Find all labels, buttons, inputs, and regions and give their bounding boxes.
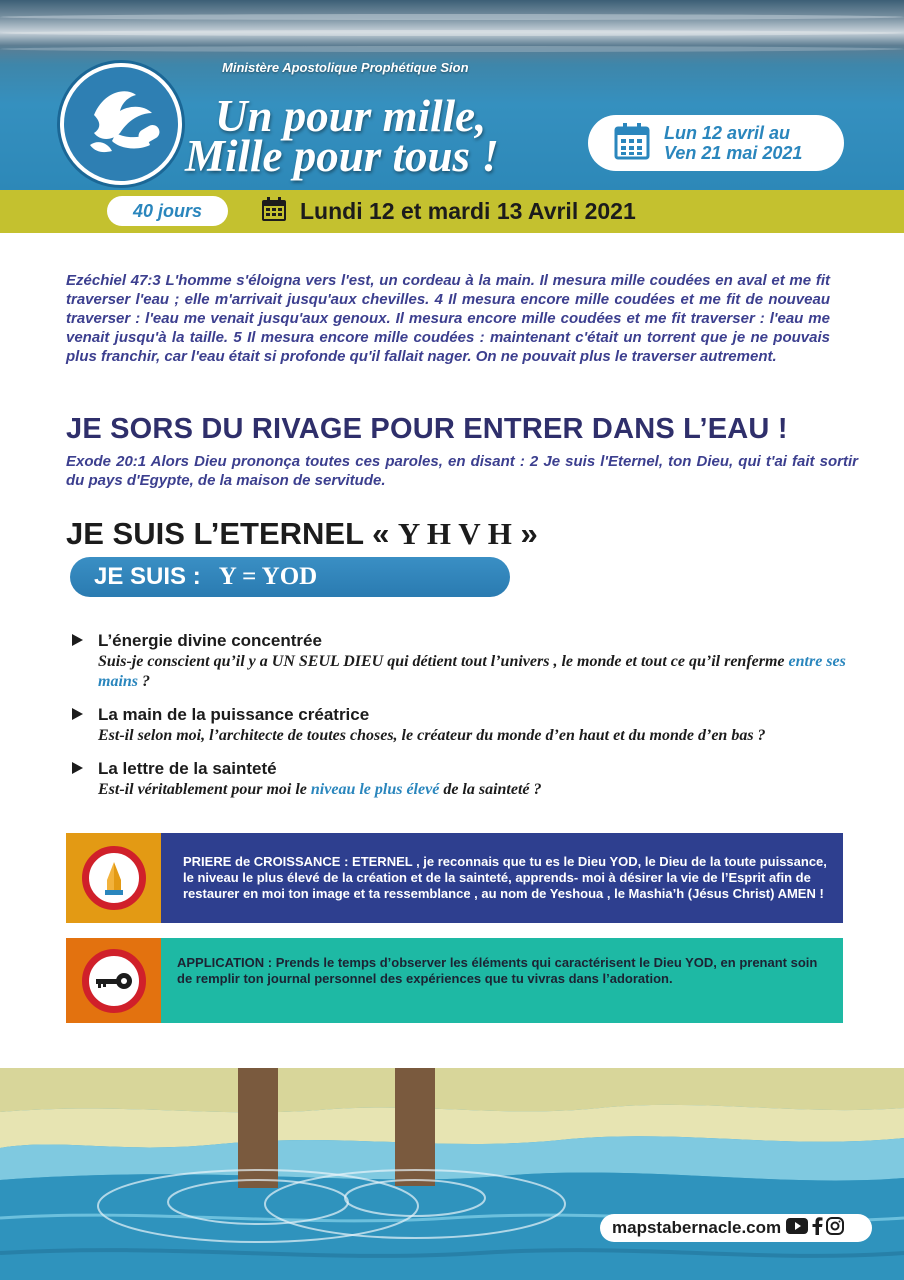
yod-value: Y = YOD xyxy=(218,563,318,590)
bullet-arrow-icon xyxy=(72,762,83,774)
yhvh-heading-suffix: » xyxy=(511,516,538,551)
day-date xyxy=(262,196,636,226)
day-date-text: Lundi 12 et mardi 13 Avril 2021 xyxy=(300,198,636,224)
dove-logo-icon xyxy=(60,63,182,185)
page-title xyxy=(185,91,499,181)
application-box xyxy=(66,938,843,1023)
bullet-text-end: ? xyxy=(138,673,151,690)
footer-water-illustration xyxy=(0,1068,904,1280)
title-line-1: Un pour mille, xyxy=(215,91,487,141)
yhvh-heading-prefix: JE SUIS L’ETERNEL « xyxy=(66,516,398,551)
praying-hands-icon xyxy=(82,846,146,910)
period-badge xyxy=(588,115,844,171)
bullet-title: La lettre de la sainteté xyxy=(98,759,277,778)
application-icon-cell xyxy=(66,938,161,1023)
bullet-text: Est-il véritablement pour moi le xyxy=(98,781,311,798)
list-item xyxy=(70,630,850,692)
ministry-name: Ministère Apostolique Prophétique Sion xyxy=(222,60,469,75)
title-line-2: Mille pour tous ! xyxy=(185,131,499,181)
bullet-arrow-icon xyxy=(72,634,83,646)
water-ripple xyxy=(0,30,904,36)
je-suis-bar xyxy=(70,557,510,597)
prayer-icon-cell xyxy=(66,833,161,923)
period-end: Ven 21 mai 2021 xyxy=(664,143,803,163)
reflection-list xyxy=(70,630,850,812)
bullet-title: La main de la puissance créatrice xyxy=(98,705,370,724)
bullet-text-end: de la sainteté ? xyxy=(439,781,542,798)
period-text xyxy=(664,123,802,163)
website-badge xyxy=(600,1214,872,1242)
water-ripple xyxy=(0,14,904,20)
scripture-ezekiel: Ezéchiel 47:3 L'homme s'éloigna vers l'est, un cordeau à la main. Il mesura mille coudées en aval et me fit traverser l'eau ; elle m'arrivait jusqu'aux chevilles. 4 Il mesura encore mille coudées et me fit de nouveau traverser : l'eau me venait jusqu'aux genoux. Il mesura encore mille coudées et me fit traverser : l'eau me venait jusqu'à la taille. 5 Il mesura encore mille coudées : maintenant c'était un torrent que je ne pouvais plus franchir, car l'eau était si profonde qu'il fallait nager. On ne pouvait plus le traverser autrement. xyxy=(66,272,830,365)
social-icons xyxy=(786,1217,844,1240)
period-start: Lun 12 avril au xyxy=(664,123,791,143)
bullet-question xyxy=(98,726,850,746)
instagram-icon[interactable] xyxy=(826,1217,844,1240)
je-suis-label: JE SUIS : xyxy=(94,563,201,590)
days-badge: 40 jours xyxy=(107,196,228,226)
water-ripple xyxy=(0,46,904,52)
bullet-text: Suis-je conscient qu’il y a UN SEUL DIEU qui détient tout l’univers , le monde et tout ce qu’il renferme xyxy=(98,653,789,670)
bullet-question xyxy=(98,652,850,692)
scripture-exodus: Exode 20:1 Alors Dieu prononça toutes ces paroles, en disant : 2 Je suis l'Eternel, ton Dieu, qui t'ai fait sortir du pays d'Egypte, de la maison de servitude. xyxy=(66,453,858,489)
bullet-arrow-icon xyxy=(72,708,83,720)
calendar-icon xyxy=(262,197,286,226)
yhvh-letters: Y H V H xyxy=(397,516,512,551)
bullet-question xyxy=(98,780,850,800)
facebook-icon[interactable] xyxy=(811,1217,823,1240)
prayer-box xyxy=(66,833,843,923)
yhvh-heading xyxy=(66,516,538,552)
list-item xyxy=(70,758,850,800)
section-heading: JE SORS DU RIVAGE POUR ENTRER DANS L’EAU ! xyxy=(66,413,788,445)
application-text: APPLICATION : Prends le temps d’observer les éléments qui caractérisent le Dieu YOD, en prenant soin de remplir ton journal personnel des expériences que tu vivras dans l’adoration. xyxy=(177,955,818,986)
bullet-highlight: niveau le plus élevé xyxy=(310,781,440,798)
list-item xyxy=(70,704,850,746)
bullet-title: L’énergie divine concentrée xyxy=(98,631,322,650)
bullet-highlight: entre ses mains xyxy=(98,653,846,690)
youtube-icon[interactable] xyxy=(786,1218,808,1239)
prayer-text: PRIERE de CROISSANCE : ETERNEL , je reconnais que tu es le Dieu YOD, le Dieu de la toute puissance, le niveau le plus élevé de la création et de la sainteté, apprends- moi à désirer la vie de l’Esprit afin de restaurer en moi ton image et ta ressemblance , au nom de Yeshoua , le Mashia’h (Jésus Christ) AMEN ! xyxy=(183,854,827,901)
calendar-icon xyxy=(614,122,650,165)
bullet-text: Est-il selon moi, l’architecte de toutes choses, le créateur du monde d’en haut et du monde d’en bas ? xyxy=(98,727,766,744)
key-icon xyxy=(82,949,146,1013)
website-link[interactable]: mapstabernacle.com xyxy=(612,1218,782,1237)
